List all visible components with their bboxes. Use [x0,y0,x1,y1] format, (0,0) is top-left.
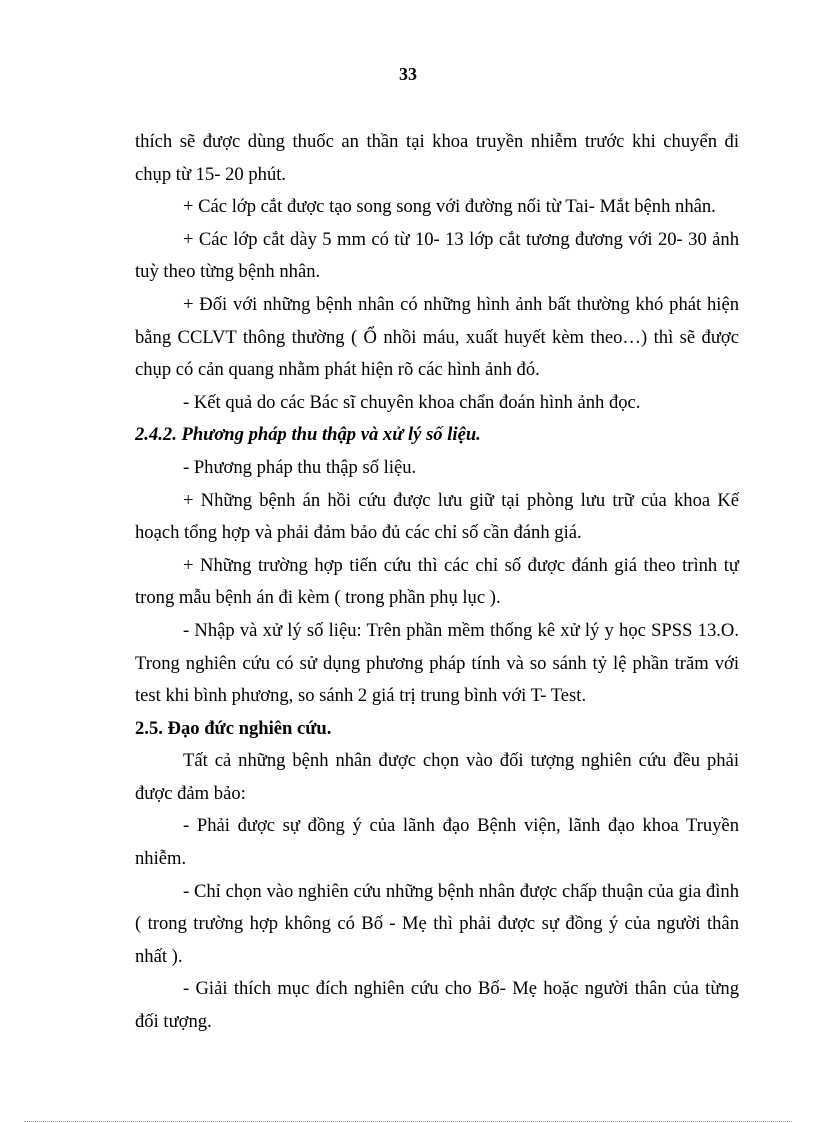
paragraph-hospital-consent: - Phải được sự đồng ý của lãnh đạo Bệnh viện, lãnh đạo khoa Truyền nhiễm. [135,815,739,870]
paragraph-sedation-continuation: thích sẽ được dùng thuốc an thần tại khoa truyền nhiễm trước khi chuyển đi chụp từ 15- 20 phút. [135,131,739,185]
footer-dotted-rule [24,1121,792,1122]
document-body [135,126,739,1039]
paragraph-contrast-imaging: + Đối với những bệnh nhân có những hình ảnh bất thường khó phát hiện bằng CCLVT thông thường ( Ổ nhồi máu, xuất huyết kèm theo…) thì sẽ được chụp có cản quang nhằm phát hiện rõ các hình ảnh đó. [135,293,739,381]
paragraph-data-processing: - Nhập và xử lý số liệu: Trên phần mềm thống kê xử lý y học SPSS 13.O. Trong nghiên cứu có sử dụng phương pháp tính và so sánh tỷ lệ phần trăm với test khi bình phương, so sánh 2 giá trị trung bình với T- Test. [135,619,739,707]
paragraph-ethics-intro: Tất cả những bệnh nhân được chọn vào đối tượng nghiên cứu đều phải được đảm bảo: [135,750,739,804]
paragraph-family-consent: - Chỉ chọn vào nghiên cứu những bệnh nhân được chấp thuận của gia đình ( trong trường hợp không có Bố - Mẹ thì phải được sự đồng ý của người thân nhất ). [135,880,739,967]
section-heading-data-collection: 2.4.2. Phương pháp thu thập và xử lý số liệu. [135,424,481,446]
paragraph-result-reading: - Kết quả do các Bác sĩ chuyên khoa chẩn đoán hình ảnh đọc. [183,391,641,413]
paragraph-retrospective-records: + Những bệnh án hồi cứu được lưu giữ tại phòng lưu trữ của khoa Kế hoạch tổng hợp và phải đảm bảo đủ các chỉ số cần đánh giá. [135,489,739,544]
paragraph-slice-thickness: + Các lớp cắt dày 5 mm có từ 10- 13 lớp cắt tương đương với 20- 30 ảnh tuỳ theo từng bệnh nhân. [135,228,739,283]
paragraph-slice-orientation: + Các lớp cắt được tạo song song với đường nối từ Tai- Mắt bệnh nhân. [183,196,716,218]
paragraph-collection-method: - Phương pháp thu thập số liệu. [183,456,417,478]
paragraph-prospective-cases: + Những trường hợp tiến cứu thì các chỉ số được đánh giá theo trình tự trong mẫu bệnh án đi kèm ( trong phần phụ lục ). [135,554,739,609]
paragraph-explain-purpose: - Giải thích mục đích nghiên cứu cho Bố- Mẹ hoặc người thân của từng đối tượng. [135,978,739,1033]
page-number: 33 [399,64,417,84]
section-heading-research-ethics: 2.5. Đạo đức nghiên cứu. [135,717,332,739]
